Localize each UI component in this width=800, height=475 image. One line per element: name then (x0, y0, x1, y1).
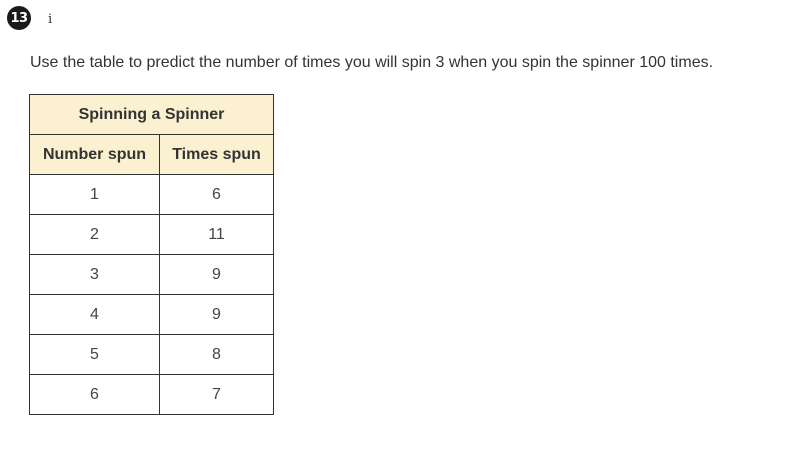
table-row (30, 375, 274, 415)
number-spun-cell: 2 (30, 215, 160, 255)
times-spun-cell: 9 (160, 255, 274, 295)
table-row (30, 215, 274, 255)
number-spun-cell: 1 (30, 175, 160, 215)
times-spun-cell: 6 (160, 175, 274, 215)
times-spun-cell: 9 (160, 295, 274, 335)
info-icon[interactable]: i (48, 11, 53, 27)
question-header (7, 6, 52, 30)
question-number-badge: 13 (7, 6, 31, 30)
table-row (30, 295, 274, 335)
times-spun-cell: 8 (160, 335, 274, 375)
spinner-table (29, 94, 274, 415)
number-spun-cell: 3 (30, 255, 160, 295)
table-row (30, 175, 274, 215)
table-row (30, 335, 274, 375)
table-row (30, 255, 274, 295)
times-spun-cell: 11 (160, 215, 274, 255)
column-header-times-spun: Times spun (160, 135, 274, 175)
number-spun-cell: 5 (30, 335, 160, 375)
number-spun-cell: 4 (30, 295, 160, 335)
times-spun-cell: 7 (160, 375, 274, 415)
table-title-row (30, 95, 274, 135)
column-header-number-spun: Number spun (30, 135, 160, 175)
table-header-row (30, 135, 274, 175)
number-spun-cell: 6 (30, 375, 160, 415)
question-prompt: Use the table to predict the number of times you will spin 3 when you spin the spinner 100 times. (30, 54, 714, 71)
table-title: Spinning a Spinner (30, 95, 274, 135)
